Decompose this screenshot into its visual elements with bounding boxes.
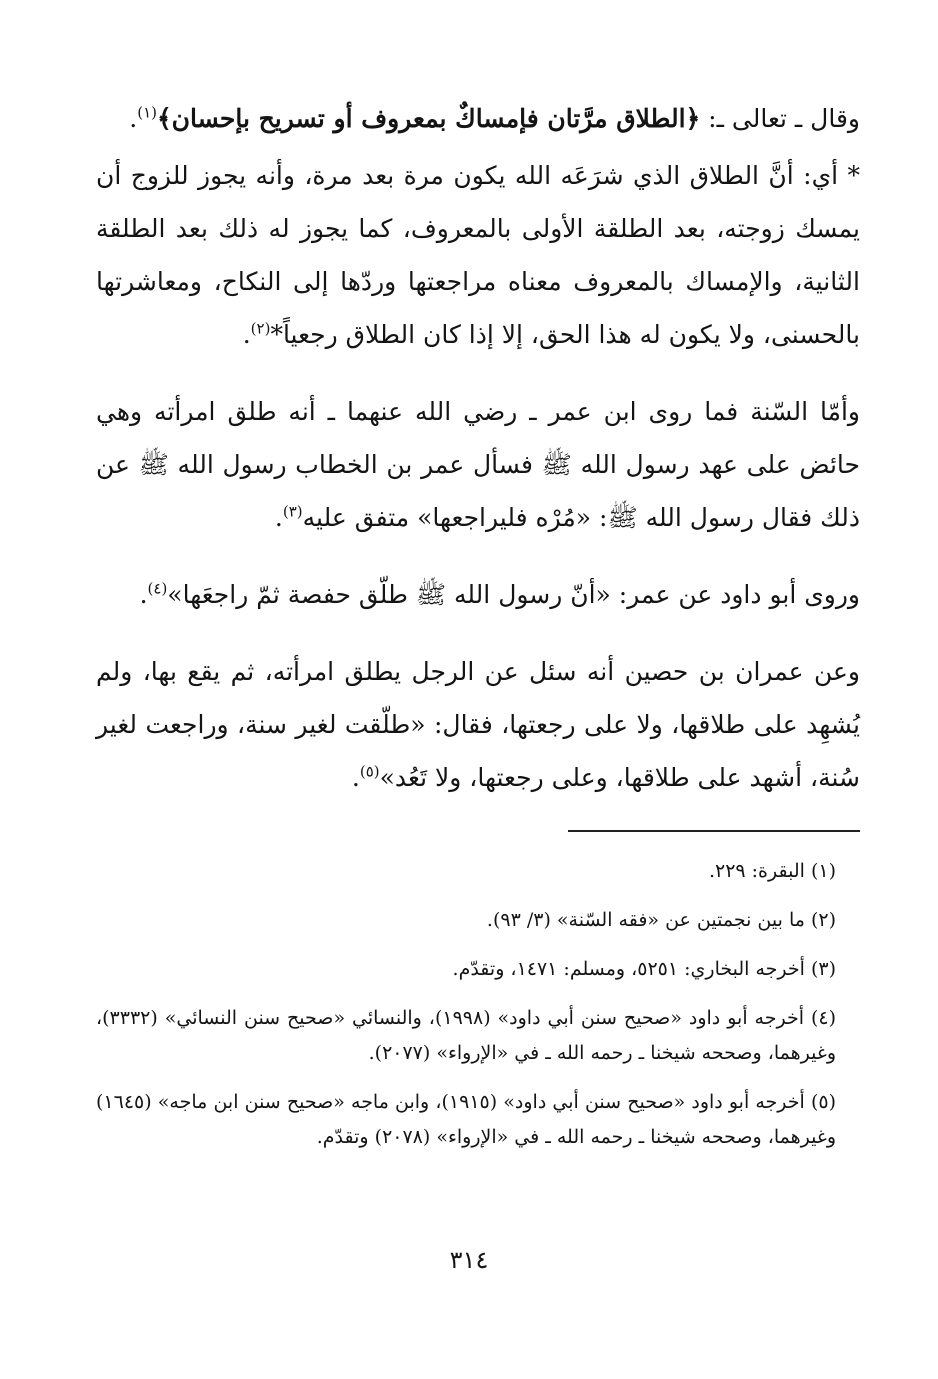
- footnote-ref: (١): [137, 103, 157, 122]
- paragraph-end: .: [129, 104, 138, 133]
- page-number: ٣١٤: [449, 1246, 489, 1274]
- paragraph-text: وأمّا السّنة فما روى ابن عمر ـ رضي الله عنهما ـ أنه طلق امرأته وهي حائض على عهد رسول الله ﷺ فسأل عمر بن الخطاب رسول الله ﷺ عن ذلك فقال رسول الله ﷺ: «مُرْه فليراجعها» متفق عليه: [96, 397, 860, 532]
- footnotes: [96, 854, 860, 1155]
- footnote-2: (٢) ما بين نجمتين عن «فقه السّنة» (٣/ ٩٣).: [486, 909, 836, 931]
- explanation-paragraph: [96, 149, 860, 361]
- footnote-1: (١) البقرة: ٢٢٩.: [708, 860, 836, 882]
- footnote-ref: (٢): [250, 319, 271, 338]
- verse-paragraph: [96, 92, 860, 145]
- paragraph-text: وروى أبو داود عن عمر: «أنّ رسول الله ﷺ طلّق حفصة ثمّ راجعَها»: [167, 580, 860, 609]
- footnote-3: (٣) أخرجه البخاري: ٥٢٥١، ومسلم: ١٤٧١، وتقدّم.: [452, 958, 836, 980]
- footnote-divider: [568, 830, 860, 832]
- paragraph-end: .: [242, 320, 251, 349]
- paragraph-text: وعن عمران بن حصين أنه سئل عن الرجل يطلق امرأته، ثم يقع بها، ولم يُشهِد على طلاقها، ولا على رجعتها، فقال: «طلّقت لغير سنة، وراجعت لغير سُنة، أشهد على طلاقها، وعلى رجعتها، ولا تَعُد»: [96, 657, 860, 792]
- imran-paragraph: [96, 645, 860, 804]
- paragraph-text: * أي: أنَّ الطلاق الذي شرَعَه الله يكون مرة بعد مرة، وأنه يجوز للزوج أن يمسك زوجته، بعد الطلقة الأولى بالمعروف، كما يجوز له ذلك بعد الطلقة الثانية، والإمساك بالمعروف معناه مراجعتها وردّها إلى النكاح، ومعاشرتها بالحسنى، ولا يكون له هذا الحق، إلا إذا كان الطلاق رجعياً*: [96, 161, 860, 349]
- footnote-ref: (٥): [359, 762, 380, 781]
- footnote-5: (٥) أخرجه أبو داود «صحيح سنن أبي داود» (١٩١٥)، وابن ماجه «صحيح سنن ابن ماجه» (١٦٤٥) وغيرهما، وصححه شيخنا ـ رحمه الله ـ في «الإرواء» (٢٠٧٨) وتقدّم.: [96, 1091, 836, 1148]
- paragraph-end: .: [351, 763, 360, 792]
- footnote-ref: (٣): [282, 502, 303, 521]
- sunnah-paragraph: [96, 385, 860, 544]
- footnote-ref: (٤): [147, 579, 168, 598]
- footnote-4: (٤) أخرجه أبو داود «صحيح سنن أبي داود» (١٩٩٨)، والنسائي «صحيح سنن النسائي» (٣٣٣٢)، وغيرهما، وصححه شيخنا ـ رحمه الله ـ في «الإرواء» (٢٠٧٧).: [96, 1007, 836, 1064]
- paragraph-end: .: [274, 503, 283, 532]
- verse-intro: وقال ـ تعالى ـ:: [700, 104, 860, 133]
- quran-verse: ﴿الطلاق مرَّتان فإمساكٌ بمعروف أو تسريح بإحسان﴾: [156, 104, 701, 133]
- abu-dawud-paragraph: [96, 568, 860, 621]
- paragraph-end: .: [139, 580, 148, 609]
